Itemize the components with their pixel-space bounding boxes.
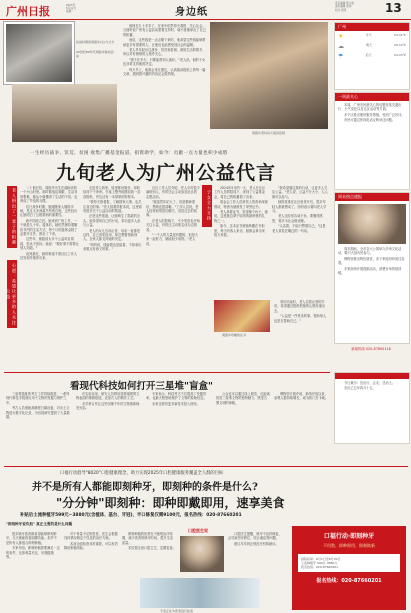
section-title: 身边纸: [175, 7, 208, 18]
story-body-col-6: 采访结束时，老人拉着记者的手说，希望通过报纸把她的心愿传递出去。 "公益是一件快乐的事，帮助别人也是在帮助自己。": [274, 300, 327, 323]
clinic-photo: [140, 578, 260, 608]
promo-item: 报名热线：020-87660201: [301, 565, 339, 569]
ad-headline-2: "分分钟"即刻种：即种即戴即用，速享美食: [56, 496, 285, 510]
story-body-col-3: 社区工作人员介绍，老人平时很少麻烦别人，有时还会主动参加社区的志愿活动。 "她虽然年纪大了，但是精神很好，思路也很清晰。"工作人员说，老人经常和邻居们聊天，讲述过去的故事。 在老人的影响下，不少邻居也开始关注公益，有的还主动报名成为志愿者。 "一个人的力量是有限的，但是大家一起努力，就能积少成塔。"老人说。: [146, 186, 200, 246]
certificate-photo-caption: 周振华珍藏的证书: [222, 333, 247, 337]
weekend-text: 周末期间，全市各大公园举办多场文化活动，吸引大批市民参与。 博物馆推出特色展览，亲子家庭纷纷前往参观。 多家商场开展促销活动，消费市场持续回暖。: [338, 247, 405, 276]
story-kicker: 一生经历战争、饥荒、贫困 收集广播基金报道、捐资助学，如今：贡献一点力量也积少成塔: [30, 151, 228, 156]
historic-photo-caption: 抗战时期的周振华(左)与丈夫: [76, 40, 115, 44]
story-body-col-4: 2024年5月的一天，老人在社区工作人员的陪同下，来到了公益基金会，将自己的积蓄捐了出来。 基金会工作人员被老人的善举深深感动，特意为她颁发了荣誉证书。 老人拿着证书，笑得像个孩子。她说，这是她这辈子收到的最珍贵的礼物之一。 如今，这本证书被她珍藏在书柜里，每当有客人来访，她都会拿出来给大家看。: [214, 186, 268, 238]
side-label-2: 心愿：希望让更多的人关注公益: [7, 260, 17, 328]
group-photo: [12, 84, 117, 142]
masthead: [0, 0, 411, 20]
weather-temp: 24-32℃: [393, 43, 406, 47]
weekend-panel: [334, 192, 410, 344]
certificate-photo: [214, 300, 270, 332]
ad-kicker: 口福行动倡导"8020"口腔健康理念，助力实现2025年口腔健康服务覆盖全人群的目标: [60, 471, 224, 476]
promo-item: 士流种植牙 599元-3880元: [301, 561, 338, 565]
ad-body-3: 即刻种植的优势在于缩短治疗周期，减少患者的缺牙时间，提升生活质量。 术后需注意口腔卫生，定期复查。: [122, 532, 176, 551]
promo-item: 到院时间：6月1日至6月30日: [301, 557, 341, 561]
ad-promo-box: [292, 526, 406, 610]
weekly-focus-title: 一周最关心: [335, 93, 409, 101]
weekend-title: 周末热点速报: [335, 193, 409, 201]
side-label-3: 子女全力支持: [202, 185, 212, 227]
weekly-focus-text: 本周，广州市民最关心的话题包括交通出行、天气变化以及社区活动等方面。 多个区推出便民服务措施，受到广泛好评。 市民可通过热线电话反映身边问题。: [338, 103, 405, 123]
weather-day: 明天: [365, 43, 372, 47]
ad-body-2: 对于骨量不足的患者，医生会根据具体情况制定个性化的治疗方案。 术前全面检查非常重要，可以有效降低种植风险。: [64, 532, 118, 551]
newspaper-logo: 广州日报: [6, 5, 50, 18]
news-hotline: 新闻热线 020-87600118: [351, 347, 391, 351]
tech-body-4: 公众也可以通过线上展览，近距离欣赏三星堆文物的独特魅力，感受古蜀文明的神秘。: [216, 392, 270, 405]
clinic-photo-caption: 专家正在为患者进行检查: [160, 609, 194, 613]
weather-temp: 23-31℃: [393, 33, 406, 37]
sun-icon: ☀: [338, 33, 344, 40]
weekend-photo: [338, 204, 406, 244]
issue-date: 2025年 5月12日 星期一: [66, 4, 77, 14]
editor-info: 责任编辑 陈小丽 美术编辑 赵伟 校对 张明: [335, 2, 354, 12]
tech-body-5: 博物馆方面介绍，新馆开放以来，参观人数持续增长，成为热门打卡地。: [274, 392, 329, 401]
cloud-icon: ☁: [338, 43, 344, 50]
story-headline: 九旬老人为广州公益代言: [56, 162, 277, 184]
promo-title: 口福行动·即刻种牙: [323, 533, 375, 540]
weather-day: 今天: [365, 33, 372, 37]
ad-top-rule: [4, 466, 408, 467]
tech-headline: 看现代科技如何打开三星堆"盲盒": [70, 381, 213, 392]
weekly-focus-panel: [334, 92, 410, 190]
story-body-col-2: 走进老人的家，屋里陈设简朴，却收拾得干干净净。书桌上整齐地摆放着一沓沓报纸，旁边还有一本厚厚的剪报本。 "我每天都看报，了解国家大事，也关注身边的事。"老人指着剪报本说，这里面有很多关于公益活动的报道。 正是这些报道，让她萌生了捐款的念头。她希望用自己的行动，带动更多人参与公益。 老人的女儿告诉记者，母亲一直都是这样，自己省吃俭用，却总想着帮助别人。全家人都支持她的决定。 "妈妈说，钱留着也是留着，不如拿出来做点有意义的事。": [83, 186, 142, 252]
main-portrait-photo: [210, 22, 328, 129]
rain-icon: ☂: [338, 53, 344, 60]
historic-photo-caption-2: 20世纪80年代周振华参加活动: [76, 50, 114, 58]
calendar-panel: [334, 372, 410, 444]
story-body-col-1: 二十世纪初，周振华出生在湖南省的一个小山村里。那时候战乱频繁，生活非常艰难。她从小就懂得了生活的不易，也养成了节俭的习惯。 抗日战争时期，她跟随家人辗转多地，见过太多流离失所的百姓，这些经历让她明白了互相帮助的重要性。 新中国成立后，她来到广州工作，一干就是几十年。退休后，她依然保持着勤俭节约的生活方式，每个月的退休金除了必要开支外，都存了下来。 这些年，她陆续为多个公益项目捐款，但从不张扬。她说："做好事不需要让别人知道。" 直到最近，她的事迹才被社区工作人员发现并推荐出来。: [20, 186, 79, 261]
weather-panel: [334, 22, 410, 90]
intro-text: 他现在九十多岁了，在家中依然每天看报、关心社会。当他听说广州有公益活动需要支持时，毫不犹豫拿出了自己的积蓄。 他说，这些钱是一点点攒下来的，他希望这些钱能够帮助更多有需要的人，让他们也能感受到社会的温暖。 老人早年经历过战争、饥荒和贫困，深知生活的艰辛，所以对有困难的人格外关心。 "钱不在多少，只要能帮到人就好。"老人说。他的子女也非常支持他的决定。 每天早上，他都会坐在窗边，认真阅读报纸上的每一篇文章，遇到感兴趣的内容还会做剪报。: [123, 24, 206, 77]
calendar-text: 今日黄历：宜出行、会友；忌动土。 农历乙巳年四月十五。: [344, 381, 395, 391]
ad-left-title: "即刻种牙说负担" 真正主要的是什么问题: [6, 522, 73, 526]
weather-title: 广州: [335, 23, 409, 31]
promo-phone: 报名热线：020-87660201: [316, 578, 382, 584]
ad-subline: 补贴后士流种植牙599元~3880元(含植体、基台、牙冠)，半口修复仅需9100元，报名热线：020-87660201: [20, 513, 242, 518]
weather-temp: 24-33℃: [393, 53, 406, 57]
ad-body-1: 很多缺牙患者都希望能够即刻种牙，当天就能恢复咀嚼功能。但并不是所有人都适合即刻种植。 专家介绍，即刻种植需要满足一定的条件，比如骨量充足、牙龈健康等。: [6, 532, 60, 560]
ad-body-4: 口腔医生提醒，缺牙不及时修复，会导致邻牙移位、咬合紊乱等问题。 建议尽早到正规医疗机构就诊。: [228, 532, 282, 546]
tech-body-1: 三星堆遗址的考古工作持续推进，一系列现代科技手段被应用于文物的发掘与保护之中。 考古人员借助高精度扫描设备，对出土文物进行数字化记录，为后续研究提供了大量数据。: [6, 392, 70, 420]
side-label-1: 老人捐出了一辈子的积蓄: [7, 186, 17, 248]
story-divider: [4, 372, 330, 373]
ad-mid-title: 口腔医生说: [188, 528, 208, 533]
promo-subtitle: 不用熬、即种即用、即刻焕新: [323, 543, 375, 548]
tech-body-2: 在实验室里，研究人员利用显微镜观察文物表面的细微痕迹，还原古人的制作工艺。 多学科合作让这些沉睡千年的文物重新焕发光彩。: [76, 392, 140, 411]
main-photo-caption: 周振华坚持每天阅读报纸: [252, 131, 286, 135]
page-number: 13: [385, 1, 402, 15]
ad-headline-1: 并不是所有人都能即刻种牙，即刻种的条件是什么?: [32, 482, 258, 493]
historic-photo: [4, 22, 74, 84]
doctor-photo: [180, 536, 224, 572]
weather-day: 后天: [365, 53, 372, 57]
tech-body-3: 专家表示，科技考古不仅提高了发掘效率，也最大程度地保护了文物的原始信息。 未来还将有更多新技术投入使用。: [146, 392, 207, 406]
story-body-col-5: "我希望通过我的行动，让更多人关注公益。"老人说，公益不分大小，人人都可以参与。 她的故事在社区里传开后，很多年轻人都被感动了，纷纷表示要向老人学习。 老人还经常告诫子孙，要懂得感恩，要多为社会做贡献。 "人活着，不能只想着自己。"这是老人常挂在嘴边的一句话。: [272, 186, 328, 233]
